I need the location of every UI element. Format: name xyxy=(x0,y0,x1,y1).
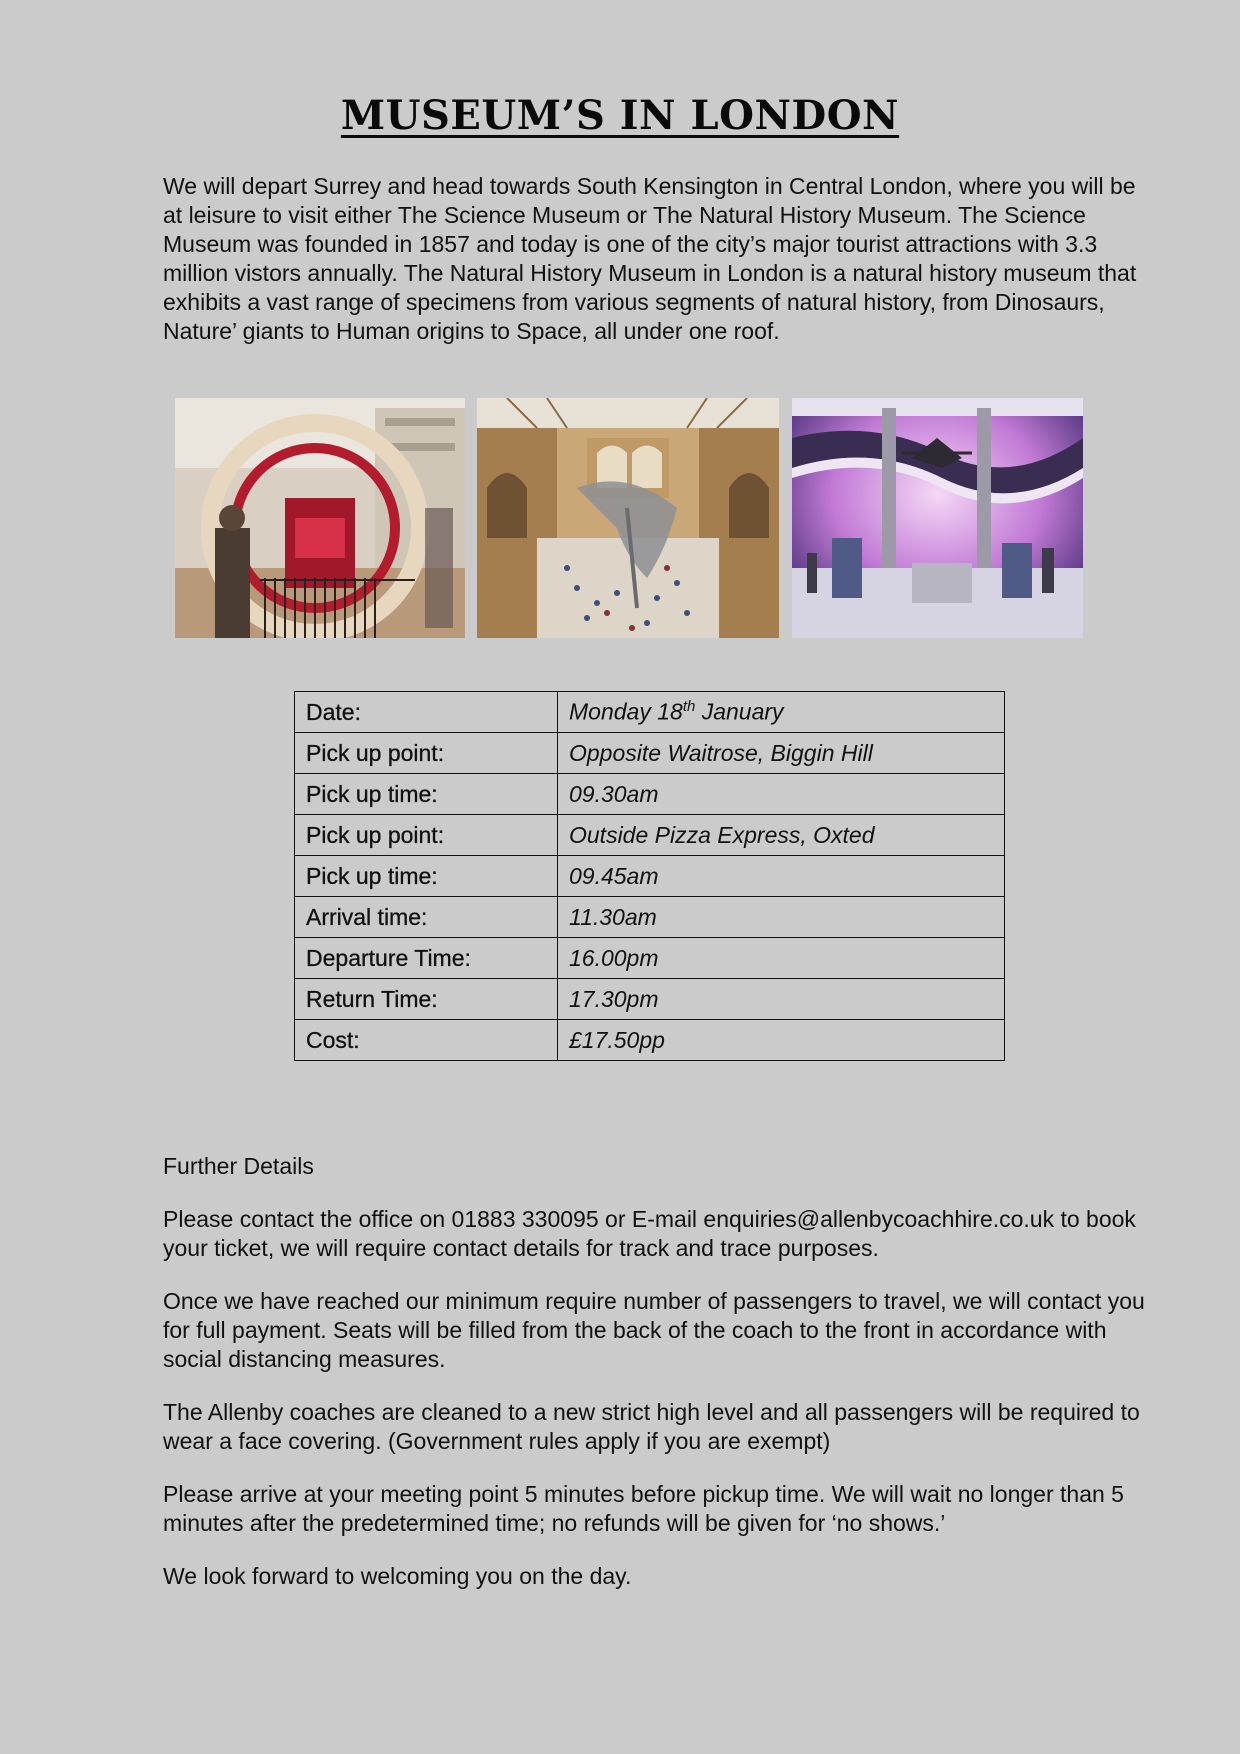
table-row xyxy=(295,938,1005,979)
contact-paragraph: Please contact the office on 01883 330095 or E-mail enquiries@allenbycoachhire.co.uk to book your ticket, we will require contact details for track and trace purposes. xyxy=(163,1206,1136,1261)
arrival-paragraph: Please arrive at your meeting point 5 minutes before pickup time. We will wait no longer than 5 minutes after the predetermined time; no refunds will be given for ‘no shows.’ xyxy=(163,1481,1124,1536)
detail-label: Return Time: xyxy=(295,979,558,1020)
detail-value: 17.30pm xyxy=(558,979,1005,1020)
table-row xyxy=(295,815,1005,856)
trip-details-table xyxy=(294,691,1005,1061)
mathematics-gallery-photo xyxy=(792,398,1083,638)
detail-label: Date: xyxy=(295,692,558,733)
table-row xyxy=(295,733,1005,774)
detail-value: 16.00pm xyxy=(558,938,1005,979)
science-museum-engine-photo xyxy=(175,398,465,638)
detail-label: Pick up time: xyxy=(295,774,558,815)
table-row xyxy=(295,692,1005,733)
detail-value: 09.45am xyxy=(558,856,1005,897)
table-row xyxy=(295,897,1005,938)
photo-strip xyxy=(175,398,1085,638)
detail-value: £17.50pp xyxy=(558,1020,1005,1061)
detail-value: 11.30am xyxy=(558,897,1005,938)
detail-value: Opposite Waitrose, Biggin Hill xyxy=(558,733,1005,774)
detail-label: Departure Time: xyxy=(295,938,558,979)
natural-history-museum-hall-photo xyxy=(477,398,779,638)
table-row xyxy=(295,1020,1005,1061)
detail-value: 09.30am xyxy=(558,774,1005,815)
closing-paragraph: We look forward to welcoming you on the day. xyxy=(163,1563,632,1589)
page-title-text: MUSEUM’S IN LONDON xyxy=(340,92,900,139)
table-row xyxy=(295,774,1005,815)
table-row xyxy=(295,856,1005,897)
detail-label: Cost: xyxy=(295,1020,558,1061)
further-details-section xyxy=(163,1152,1153,1615)
payment-paragraph: Once we have reached our minimum require number of passengers to travel, we will contact you for full payment. Seats will be filled from the back of the coach to the front in accordance with social distancing measures. xyxy=(163,1288,1145,1372)
page-title xyxy=(0,92,1240,139)
table-row xyxy=(295,979,1005,1020)
detail-label: Pick up point: xyxy=(295,733,558,774)
detail-label: Pick up time: xyxy=(295,856,558,897)
detail-label: Pick up point: xyxy=(295,815,558,856)
detail-value: Outside Pizza Express, Oxted xyxy=(558,815,1005,856)
detail-value: Monday 18th January xyxy=(558,692,1005,733)
cleaning-paragraph: The Allenby coaches are cleaned to a new strict high level and all passengers will be required to wear a face covering. (Government rules apply if you are exempt) xyxy=(163,1399,1140,1454)
detail-label: Arrival time: xyxy=(295,897,558,938)
further-details-heading: Further Details xyxy=(163,1153,314,1179)
intro-paragraph: We will depart Surrey and head towards South Kensington in Central London, where you will be at leisure to visit either The Science Museum or The Natural History Museum. The Science Museum was founded in 1857 and today is one of the city’s major tourist attractions with 3.3 million vistors annually. The Natural History Museum in London is a natural history museum that exhibits a vast range of specimens from various segments of natural history, from Dinosaurs, Nature’ giants to Human origins to Space, all under one roof. xyxy=(163,173,1137,344)
